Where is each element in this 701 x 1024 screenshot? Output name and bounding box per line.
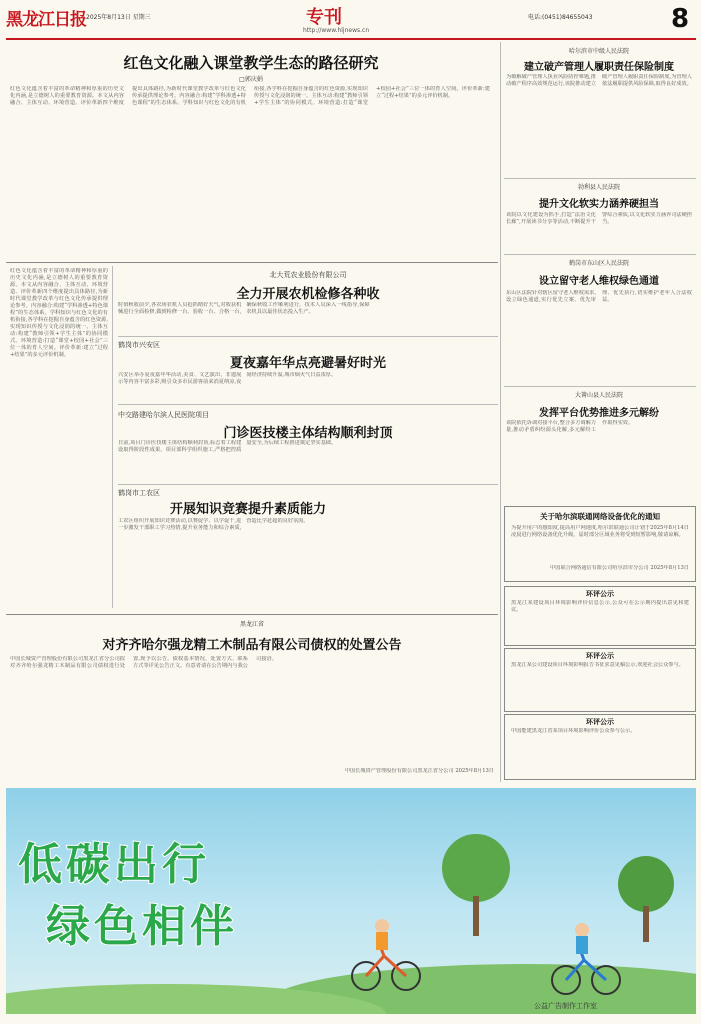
notice-box: [504, 506, 696, 582]
news-1-title: 建立破产管理人履职责任保险制度: [524, 62, 674, 73]
notice-title: 关于哈尔滨联通网络设备优化的通知: [540, 512, 660, 521]
column-rule: [500, 42, 501, 782]
divider: [118, 484, 498, 485]
ad-box-1: [504, 586, 696, 646]
article-1-title: 全力开展农机检修各种收: [236, 287, 380, 302]
notice-2-org: 黑龙江省: [239, 621, 264, 628]
notice-body: 为提升用户的感知度,提高用户网速度,哈尔滨联通公司计划于2025年8月14日凌晨进行网络设备优化升级。届时部分区域业务将受到短暂影响,敬请谅解。: [511, 525, 689, 538]
lead-body-continued: 红色文化蕴含着丰富的革命精神和厚重的历史文化内涵,是立德树人的重要教育资源。本文从内容融合、主体互动、环境营造、评价革新四个维度提出具体路径,为新时代课堂教学改革与红色文化传承提供理论参考。内容融合:构建“学科渗透+特色课程”的生态体系。学科知识与红色文化的有机衔接,各学科在挖掘自身蕴含的红色资源,实现知识传授与文化浸润的统一。主体互动:构建“教师引领+学生主体”的协同模式。环境营造:打造“课堂+校园+社会”三位一体的育人空间。评价革新:建立“过程+结果”的多元评价机制。: [10, 268, 108, 358]
dateline: 2025年8月13日 星期三: [86, 14, 151, 21]
article-3-body: 日前,项目门诊医技楼主体结构顺利封顶,标志着工程建设取得阶段性成果。项目部科学组织施工,严格把控质量安全,为后续工程推进奠定坚实基础。: [118, 440, 337, 453]
divider: [504, 178, 696, 179]
news-3-org: 鹤岗市东山区人民法院: [568, 260, 629, 267]
news-4-org: 大箐山县人民法院: [574, 392, 623, 399]
ad-3-title: 环评公示: [586, 717, 614, 726]
article-2-title: 夏夜嘉年华点亮避暑好时光: [229, 356, 386, 371]
article-3-org: 中交路建哈尔滨人民医院项目: [118, 411, 209, 419]
news-1-org: 哈尔滨市中级人民法院: [568, 48, 629, 55]
page-number: 8: [671, 4, 690, 34]
article-4-title: 开展知识竞赛提升素质能力: [169, 502, 326, 517]
notice-2-sign: 中国长城资产管理股份有限公司黑龙江省分公司 2025年8月13日: [344, 768, 494, 774]
divider: [504, 386, 696, 387]
notice-2-title: 对齐齐哈尔强龙精工木制品有限公司债权的处置公告: [102, 638, 402, 653]
news-1-body: 为破解破产管理人执业风险防控难题,推动破产程序高效规范运行,该院推动建立破产管理人履职责任保险制度,为管理人依法履职提供风险保障,取得良好成效。: [506, 74, 692, 87]
divider: [504, 254, 696, 255]
notice-sign: 中国联合网络通信有限公司哈尔滨市分公司 2025年8月13日: [550, 565, 689, 571]
news-2-title: 提升文化软实力涵养硬担当: [539, 199, 659, 210]
notice-2-body: 中国长城资产管理股份有限公司黑龙江省分公司拟对齐齐哈尔强龙精工木制品有限公司债权进行处置,现予以公告。债权基本情况、处置方式、联系方式等详见公告正文。有意者请在公告期内与我公司接洽。: [10, 656, 277, 669]
editor-line: 电话:(0451)84655043: [528, 14, 593, 21]
tree-icon: [618, 856, 674, 912]
ad-box-3: [504, 714, 696, 780]
news-4-body: 该院依托诉调对接平台,整合多方调解力量,推动矛盾纠纷源头化解,多元解纷工作取得实效。: [506, 420, 634, 433]
tree-trunk: [643, 906, 649, 942]
article-1-org: 北大荒农业股份有限公司: [269, 271, 347, 279]
news-3-title: 设立留守老人维权绿色通道: [539, 276, 659, 287]
article-1-body: 时值秋收前夕,各农场农机人员抢抓晴好天气,对收获机械进行全面检修,做到检修一台、验收一台、合格一台,确保秋收工作顺利进行。技术人员深入一线指导,保障农机具以最佳状态投入生产。: [118, 302, 370, 315]
ad-1-title: 环评公示: [586, 589, 614, 598]
article-4-body: 工农区组织开展知识竞赛活动,以赛促学、以学促干,进一步激发干部职工学习热情,提升业务能力和综合素质,营造比学赶超的良好氛围。: [118, 518, 309, 531]
lead-byline: □郭庆娟: [239, 76, 263, 83]
divider: [118, 404, 498, 405]
article-2-body: 兴安区举办夏夜嘉年华活动,美食、文艺演出、非遗展示等内容丰富多彩,吸引众多市民游客前来消夏纳凉,夜间经济持续升温,城市烟火气日益浓厚。: [118, 372, 337, 385]
news-4-title: 发挥平台优势推进多元解纷: [539, 408, 659, 419]
banner-slogan-2: 绿色相伴: [46, 901, 238, 952]
ad-2-title: 环评公示: [586, 651, 614, 660]
tree-trunk: [473, 896, 479, 936]
site-url[interactable]: http://www.hljnews.cn: [303, 27, 370, 34]
section-title: 专刊: [306, 7, 342, 28]
banner-slogan-1: 低碳出行: [18, 839, 210, 890]
divider: [118, 336, 498, 337]
ad-box-2: [504, 648, 696, 712]
divider: [6, 614, 498, 615]
ad-2-body: 黑龙江某公司建设项目环境影响报告书征求意见稿公示,欢迎社会公众参与。: [511, 662, 684, 668]
article-2-org: 鹤岗市兴安区: [118, 341, 160, 349]
divider: [6, 262, 498, 263]
ad-1-body: 黑龙江某建设项目环境影响评价信息公示,公众可在公示期内提出意见和建议。: [511, 600, 689, 613]
ad-3-body: 中国能建黑龙江省某项目环境影响评价公众参与公示。: [511, 728, 636, 734]
banner-brand: 公益广告制作工作室: [534, 1002, 597, 1010]
article-4-org: 鹤岗市工农区: [118, 489, 160, 497]
psa-banner: [6, 788, 696, 1014]
news-2-body: 该院以文化建设为抓手,打造“法治文化长廊”,开展读书分享等活动,不断提升干警综合素质,以文化软实力涵养司法硬担当。: [506, 212, 692, 225]
tree-icon: [442, 834, 510, 902]
lead-title: 红色文化融入课堂教学生态的路径研究: [123, 54, 379, 72]
news-2-org: 勃利县人民法院: [577, 184, 620, 191]
header-divider: [6, 38, 696, 40]
news-3-body: 东山区法院针对辖区留守老人维权需求,设立绿色通道,实行优先立案、优先审理、优先执行,切实维护老年人合法权益。: [506, 290, 692, 303]
masthead: 黑龙江日报: [6, 10, 86, 30]
article-3-title: 门诊医技楼主体结构顺利封顶: [223, 426, 393, 441]
lead-body: 红色文化蕴含着丰富的革命精神和厚重的历史文化内涵,是立德树人的重要教育资源。本文从内容融合、主体互动、环境营造、评价革新四个维度提出具体路径,为新时代课堂教学改革与红色文化传承提供理论参考。内容融合:构建“学科渗透+特色课程”的生态体系。学科知识与红色文化的有机衔接,各学科在挖掘自身蕴含的红色资源,实现知识传授与文化浸润的统一。主体互动:构建“教师引领+学生主体”的协同模式。环境营造:打造“课堂+校园+社会”三位一体的育人空间。评价革新:建立“过程+结果”的多元评价机制。: [10, 86, 490, 106]
page-header: [0, 0, 701, 40]
column-rule: [112, 266, 113, 608]
